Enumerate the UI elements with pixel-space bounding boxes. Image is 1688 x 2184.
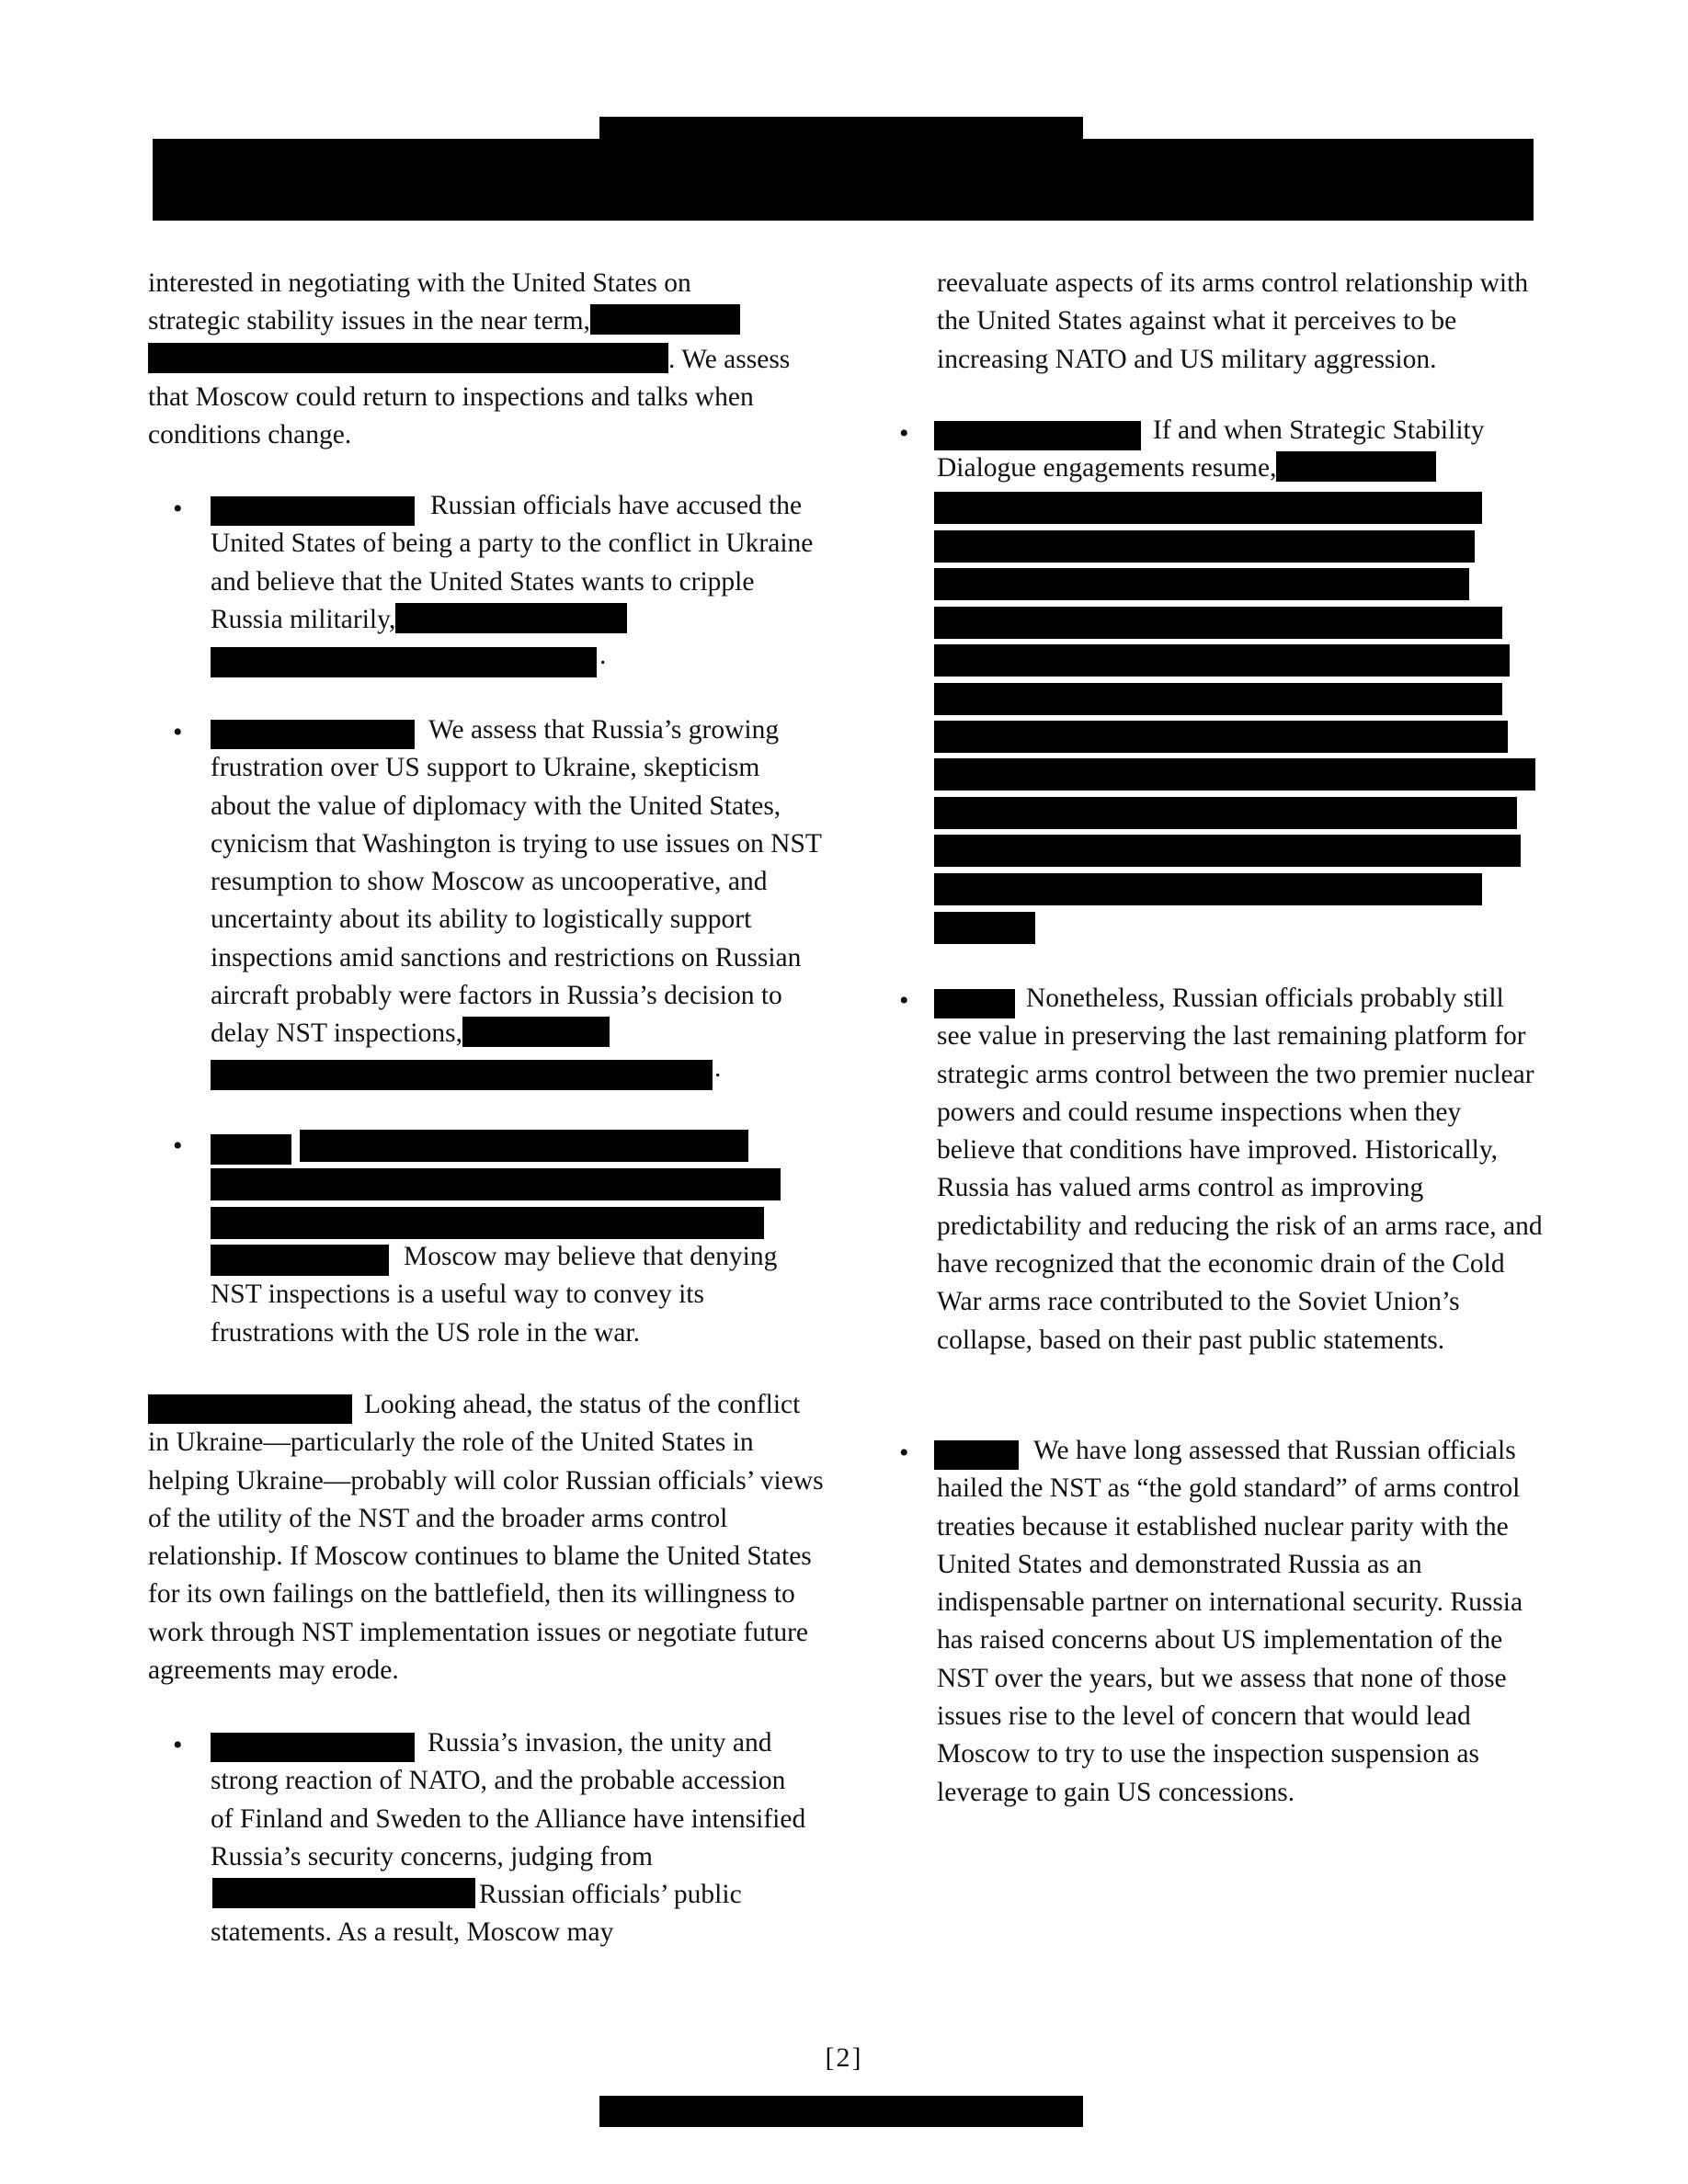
left-intro-line5: conditions change. [148, 420, 352, 450]
right-bullet2-text: Nonetheless, Russian officials probably still see value in preserving the last remaining platform for strategic arms control between the two premier nuclear powers and could resume inspections when they believe that conditions have improved. Historically, Russia has valued arms control as improving predictability and reducing the risk of an arms race, and have recognized that the economic drain of the Cold War arms race contributed to the Soviet Union’s collapse, based on their past public statements. [937, 984, 1543, 1355]
period: . [714, 1053, 722, 1083]
redaction [934, 492, 1482, 524]
redaction [934, 644, 1510, 677]
redaction [934, 530, 1475, 563]
left-bullet3-text: Moscow may believe that denying NST inspections is a useful way to convey its frustrations with the US role in the war. [211, 1242, 778, 1348]
left-intro-line1: interested in negotiating with the United States on [148, 268, 691, 298]
redaction [590, 304, 740, 335]
redaction [934, 797, 1517, 829]
period: . [599, 641, 607, 670]
bullet-dot: • [173, 1131, 183, 1161]
redaction [934, 873, 1482, 905]
left-intro-paragraph [148, 265, 790, 454]
left-intro-line4: that Moscow could return to inspections and talks when [148, 381, 754, 412]
redaction [934, 912, 1035, 944]
left-intro-line2: strategic stability issues in the near term, [148, 306, 590, 336]
redaction [395, 603, 627, 633]
redaction [1276, 451, 1436, 482]
bullet-dot: • [173, 717, 183, 747]
left-bullet4-text: Russia’s invasion, the unity and strong reaction of NATO, and the probable accession of Finland and Sweden to the Alliance have intensified Russia’s security concerns, judging fromRussian officials’ public statements. As a result, Moscow may [211, 1728, 806, 1948]
bullet-dot: • [899, 418, 909, 449]
redaction [300, 1130, 748, 1162]
redaction [211, 1207, 764, 1239]
bullet-dot: • [173, 1730, 183, 1760]
header-redaction-main [153, 139, 1534, 221]
bullet-dot: • [899, 985, 909, 1016]
redaction [211, 1134, 291, 1165]
redaction [462, 1017, 610, 1047]
left-paragraph2: Looking ahead, the status of the conflict in Ukraine—particularly the role of the United States in helping Ukraine—probably will color Russian officials’ views of the utility of the NST and the broader arms control relationship. If Moscow continues to blame the United States for its own failings on the battlefield, then its willingness to work through NST implementation issues or negotiate future agreements may erode. [148, 1390, 824, 1686]
right-bullet3-text: We have long assessed that Russian officials hailed the NST as “the gold standard” of arms control treaties because it established nuclear parity with the United States and demonstrated Russia as an indispensable partner on international security. Russia has raised concerns about US implementation of the NST over the years, but we assess that none of those issues rise to the level of concern that would lead Moscow to try to use the inspection suspension as leverage to gain US concessions. [937, 1436, 1523, 1807]
redaction [212, 1878, 475, 1908]
redaction [211, 647, 597, 677]
redaction [934, 758, 1535, 791]
footer-redaction [599, 2096, 1083, 2127]
bullet-dot: • [173, 494, 183, 524]
redaction [934, 607, 1502, 639]
redaction [211, 1060, 713, 1090]
left-bullet2-text: We assess that Russia’s growing frustration over US support to Ukraine, skepticism about the value of diplomacy with the United States, cynicism that Washington is trying to use issues on NST resumption to show Moscow as uncooperative, and uncertainty about its ability to logistically support inspections amid sanctions and restrictions on Russian aircraft probably were factors in Russia’s decision to delay NST inspections, [211, 715, 822, 1049]
redaction [934, 683, 1502, 715]
right-continuation: reevaluate aspects of its arms control relationship with the United States against what it perceives to be increasing NATO and US military aggression. [937, 268, 1529, 374]
redaction [148, 343, 668, 373]
bullet-dot: • [899, 1438, 909, 1468]
redaction [934, 835, 1521, 867]
right-bullet1-text: If and when Strategic Stability Dialogue engagements resume, [937, 415, 1485, 483]
redaction [211, 1168, 781, 1200]
left-intro-line3: . We assess [668, 344, 791, 374]
page-number: [2] [825, 2042, 863, 2073]
redaction [934, 721, 1508, 753]
left-bullet1-text: Russian officials have accused the United States of being a party to the conflict in Ukraine and believe that the United States wants to cripple Russia militarily, [211, 491, 814, 634]
redaction [934, 568, 1469, 600]
